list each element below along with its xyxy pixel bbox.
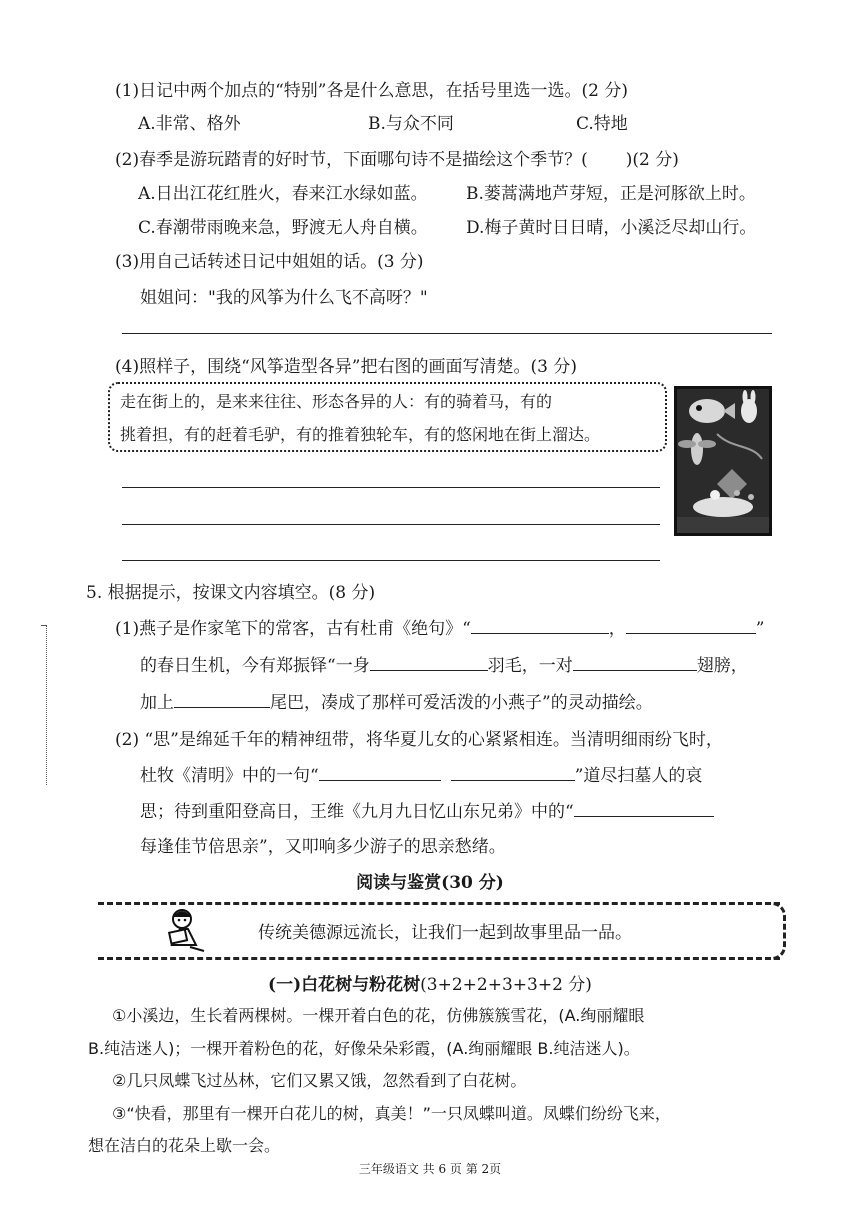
- q5-sub1-text-c: ”: [755, 619, 765, 639]
- answer-line[interactable]: [122, 524, 660, 525]
- q4-sub2-option-b: B.蒌蒿满地芦芽短，正是河豚欲上时。: [466, 184, 756, 204]
- reading-child-icon: [160, 905, 208, 953]
- q5-sub1-text-b: ，: [608, 619, 626, 639]
- q4-sub2-score: )(2 分): [625, 150, 679, 170]
- page-footer: 三年级语文 共 6 页 第 2页: [358, 1162, 502, 1176]
- q4-sub2-option-c: C.春潮带雨晚来急，野渡无人舟自横。: [138, 218, 428, 238]
- fill-blank[interactable]: [626, 615, 756, 634]
- q4-sub3-stem: (3)用自己话转述日记中姐姐的话。(3 分): [115, 252, 424, 272]
- q4-sub1-option-c: C.特地: [576, 114, 628, 134]
- story-p2: ②几只凤蝶飞过丛林，它们又累又饿，忽然看到了白花树。: [112, 1071, 527, 1090]
- fill-blank[interactable]: [471, 615, 609, 634]
- story-title: (一)白花树与粉花树: [268, 975, 421, 995]
- story-heading: [0, 970, 860, 995]
- kites-illustration-icon: [677, 389, 769, 533]
- q4-sub1-option-b: B.与众不同: [368, 114, 454, 134]
- q5-sub1-text-e: 羽毛，一对: [487, 656, 573, 676]
- story-p1-line2: B.纯洁迷人)；一棵开着粉色的花，好像朵朵彩霞，(A.绚丽耀眼 B.纯洁迷人)。: [88, 1039, 640, 1058]
- kites-illustration: [674, 386, 772, 536]
- section-title: 阅读与鉴赏(30 分): [356, 873, 504, 893]
- example-line-1: 走在街上的，是来来往往、形态各异的人：有的骑着马，有的: [120, 392, 553, 411]
- q4-sub1-stem: (1)日记中两个加点的“特别”各是什么意思，在括号里选一选。(2 分): [115, 81, 628, 101]
- fill-blank[interactable]: [451, 762, 575, 781]
- q4-sub2-option-a: A.日出江花红胜火，春来江水绿如蓝。: [138, 184, 428, 204]
- q5-sub2-text-c: 思；待到重阳登高日，王维《九月九日忆山东兄弟》中的“: [140, 802, 574, 822]
- q5-sub1-text-g: 加上: [140, 693, 174, 713]
- q5-sub1-text-f: 翅膀，: [696, 656, 748, 676]
- fill-blank[interactable]: [573, 652, 697, 671]
- fill-blank[interactable]: [370, 652, 488, 671]
- q4-sub2-stem-text: (2)春季是游玩踏青的好时节，下面哪句诗不是描绘这个季节？(: [115, 150, 588, 170]
- binding-margin-mark: [46, 625, 47, 785]
- story-score: (3+2+2+3+3+2 分): [420, 975, 592, 995]
- banner-text: 传统美德源远流长，让我们一起到故事里品一品。: [258, 923, 632, 943]
- q5-sub1-line1: [115, 614, 764, 639]
- q5-sub1-line2: [140, 651, 748, 676]
- q5-sub2-text-a: 杜牧《清明》中的一句“: [140, 766, 319, 786]
- q5-sub1-text-d: 的春日生机，今有郑振铎“一身: [140, 656, 370, 676]
- answer-line[interactable]: [122, 560, 660, 561]
- story-p3-line1: ③“快看，那里有一棵开白花儿的树，真美！”一只凤蝶叫道。凤蝶们纷纷飞来，: [112, 1104, 671, 1123]
- q4-sub3-quote: 姐姐问："我的风筝为什么飞不高呀？": [140, 288, 428, 308]
- fill-blank[interactable]: [574, 798, 714, 817]
- answer-line[interactable]: [122, 333, 772, 334]
- q5-sub1-text-a: (1)燕子是作家笔下的常客，古有杜甫《绝句》“: [115, 619, 471, 639]
- example-line-2: 挑着担，有的赶着毛驴，有的推着独轮车，有的悠闲地在街上溜达。: [120, 425, 601, 444]
- fill-blank[interactable]: [174, 689, 270, 708]
- q4-sub4-stem: (4)照样子，围绕“风筝造型各异”把右图的画面写清楚。(3 分): [115, 357, 577, 377]
- q5-title: 5. 根据提示，按课文内容填空。(8 分): [86, 583, 376, 603]
- answer-line[interactable]: [122, 487, 660, 488]
- q4-sub1-option-a: A.非常、格外: [138, 114, 241, 134]
- q5-sub1-text-h: 尾巴，凑成了那样可爱活泼的小燕子”的灵动描绘。: [270, 693, 653, 713]
- q5-sub2-line3: [140, 797, 714, 822]
- story-p1-line1: ①小溪边，生长着两棵树。一棵开着白色的花，仿佛簇簇雪花，(A.绚丽耀眼: [112, 1006, 645, 1025]
- q4-sub2-option-d: D.梅子黄时日日晴，小溪泛尽却山行。: [466, 218, 757, 238]
- fill-blank[interactable]: [319, 762, 441, 781]
- q5-sub2-line4: 每逢佳节倍思亲”，又叩响多少游子的思亲愁绪。: [140, 837, 506, 857]
- q5-sub2-text-b: ”道尽扫墓人的哀: [574, 766, 703, 786]
- q5-sub2-line1: (2) “思”是绵延千年的精神纽带，将华夏儿女的心紧紧相连。当清明细雨纷飞时，: [115, 730, 723, 750]
- story-p3-line2: 想在洁白的花朵上歇一会。: [88, 1136, 281, 1155]
- q5-sub1-line3: [140, 688, 653, 713]
- q4-sub2-stem: [115, 145, 679, 170]
- q5-sub2-line2: [140, 761, 702, 786]
